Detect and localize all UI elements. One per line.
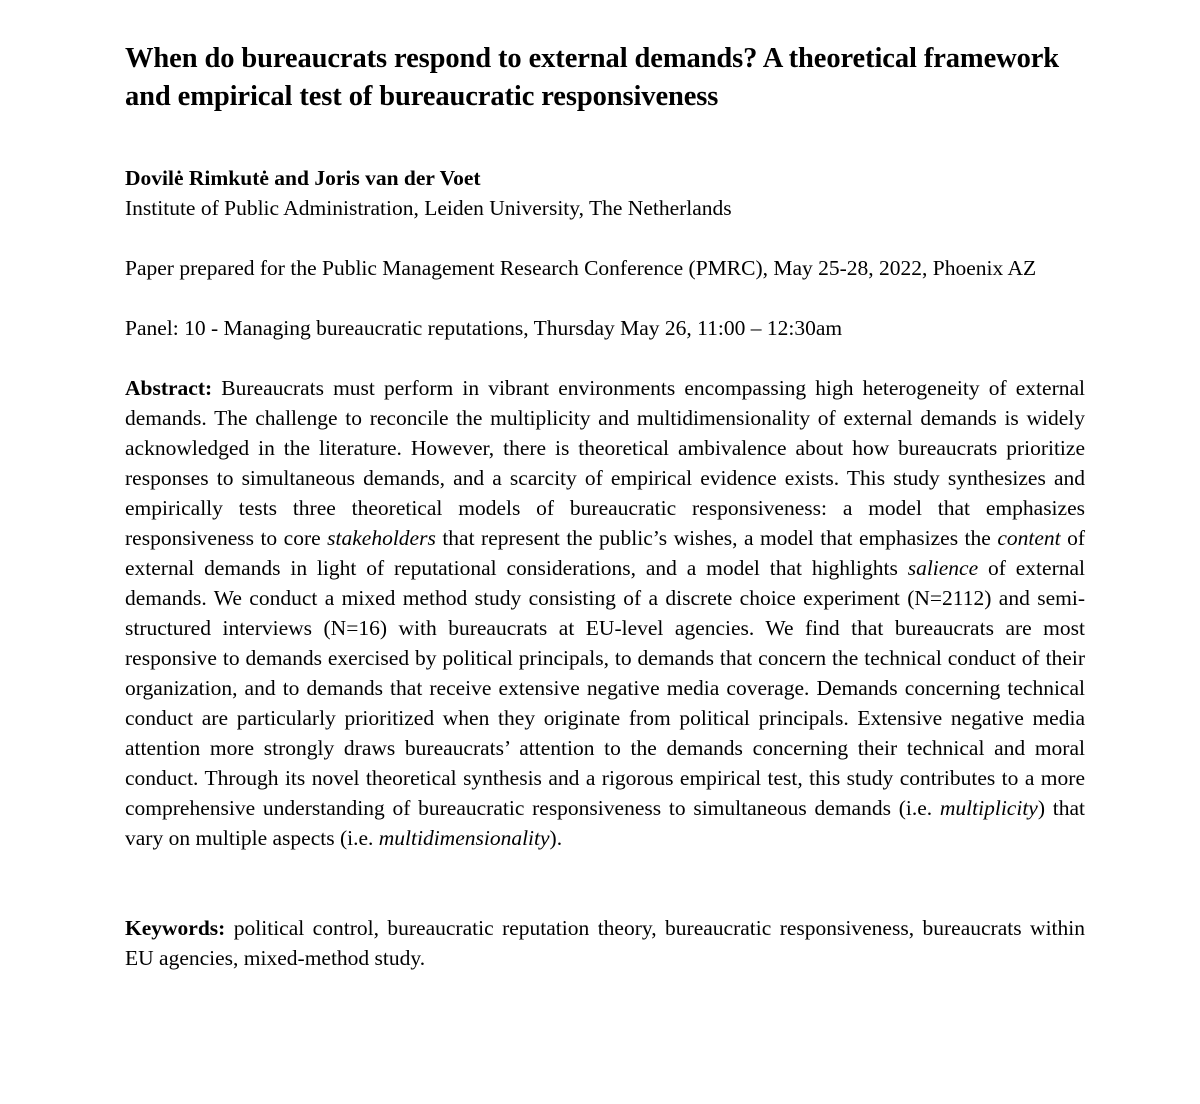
- abstract-emphasis: stakeholders: [327, 526, 436, 550]
- keywords-text: political control, bureaucratic reputation theory, bureaucratic responsiveness, bureaucrats within EU agencies, mixed-method study.: [125, 916, 1085, 970]
- abstract-text: of external demands in light of reputational considerations, and a model that highlights: [125, 526, 1086, 580]
- abstract-text: of external demands. We conduct a mixed method study consisting of a discrete choice experiment (N=2112) and semi-structured interviews (N=16) with bureaucrats at EU-level agencies. We find that bureaucrats are most responsive to demands exercised by political principals, to demands that concern the technical conduct of their organization, and to demands that receive extensive negative media coverage. Demands concerning technical conduct are particularly prioritized when they originate from political principals. Extensive negative media attention more strongly draws bureaucrats’ attention to the demands concerning their technical and moral conduct. Through its novel theoretical synthesis and a rigorous empirical test, this study contributes to a more comprehensive understanding of bureaucratic responsiveness to simultaneous demands (i.e.: [125, 556, 1085, 820]
- abstract-text: ).: [549, 826, 563, 850]
- conference-note: Paper prepared for the Public Management Research Conference (PMRC), May 25-28, 2022, Phoenix AZ: [125, 256, 1037, 280]
- abstract-text: ) that vary on multiple aspects (i.e.: [125, 796, 1085, 850]
- abstract-emphasis: multidimensionality: [378, 826, 550, 850]
- abstract-emphasis: content: [997, 526, 1061, 550]
- abstract-emphasis: multiplicity: [939, 796, 1038, 820]
- keywords-label: Keywords:: [125, 916, 226, 940]
- keywords: [125, 913, 1085, 973]
- panel-info: Panel: 10 - Managing bureaucratic reputations, Thursday May 26, 11:00 – 12:30am: [125, 316, 843, 340]
- abstract-emphasis: salience: [907, 556, 979, 580]
- abstract-text: Bureaucrats must perform in vibrant environments encompassing high heterogeneity of external demands. The challenge to reconcile the multiplicity and multidimensionality of external demands is widely acknowledged in the literature. However, there is theoretical ambivalence about how bureaucrats prioritize responses to simultaneous demands, and a scarcity of empirical evidence exists. This study synthesizes and empirically tests three theoretical models of bureaucratic responsiveness: a model that emphasizes responsiveness to core: [125, 376, 1085, 550]
- abstract-label: Abstract:: [125, 376, 213, 400]
- paper-page: [125, 40, 1085, 973]
- author-block: [125, 163, 1085, 223]
- author-affiliation: Institute of Public Administration, Leiden University, The Netherlands: [125, 196, 732, 220]
- author-names: Dovilė Rimkutė and Joris van der Voet: [125, 166, 481, 190]
- abstract-text: that represent the public’s wishes, a model that emphasizes the: [435, 526, 998, 550]
- paper-title: When do bureaucrats respond to external demands? A theoretical framework and empirical test of bureaucratic responsiveness: [125, 43, 1060, 112]
- abstract: [125, 373, 1085, 853]
